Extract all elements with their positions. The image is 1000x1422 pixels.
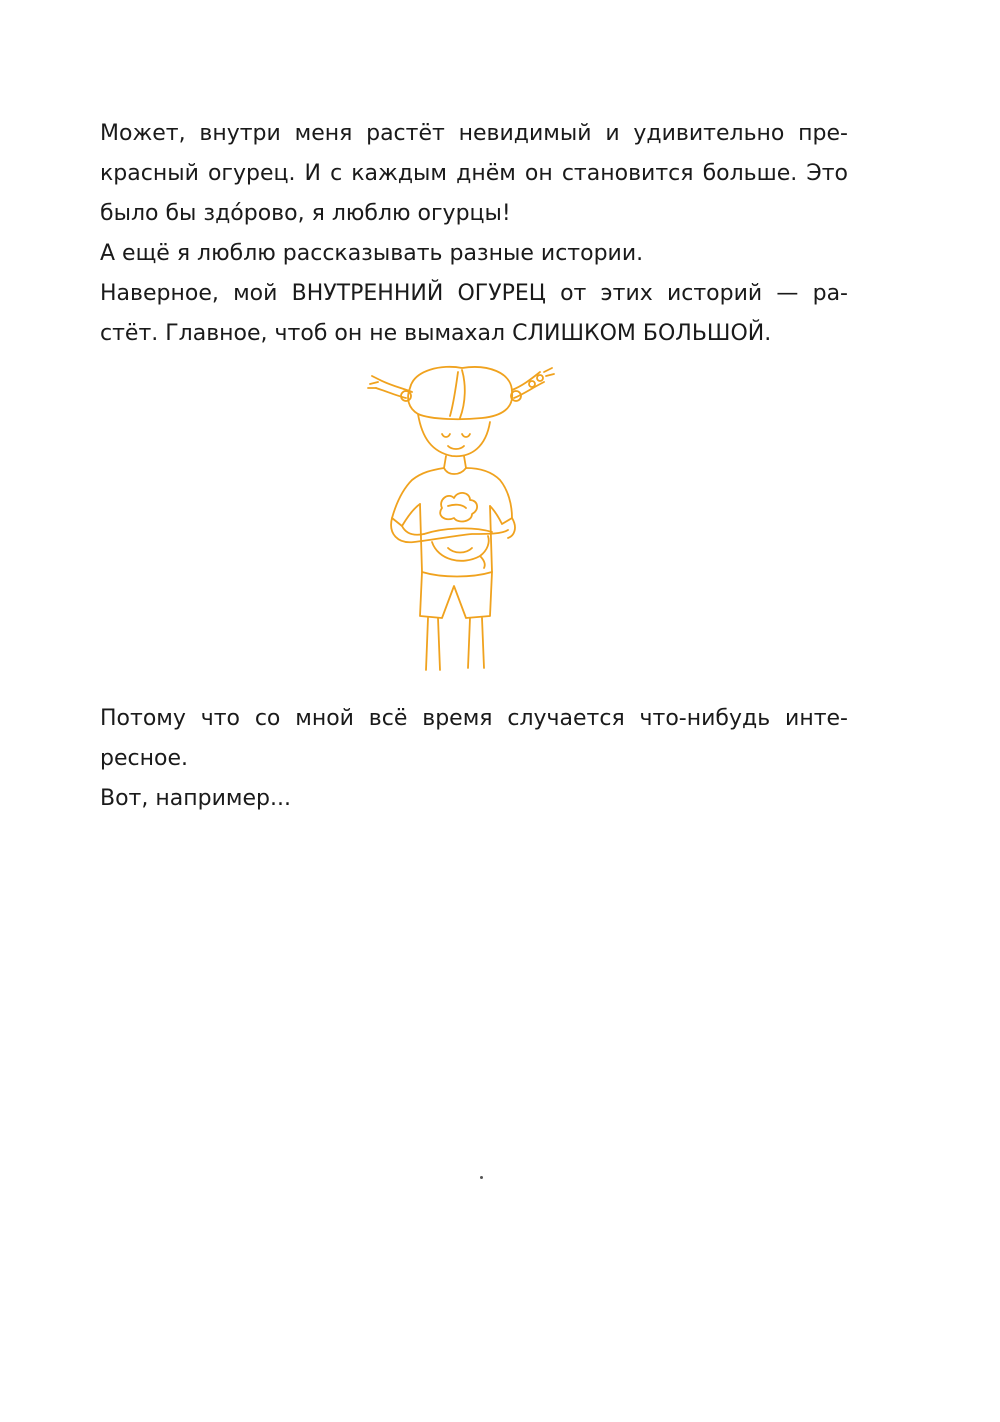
text-line: Наверное, мой ВНУТРЕННИЙ ОГУРЕЦ от этих историй — ра-	[100, 281, 848, 306]
text-line: ресное.	[100, 746, 188, 771]
print-speck	[480, 1176, 483, 1179]
text-line: Может, внутри меня растёт невидимый и удивительно пре-	[100, 121, 848, 146]
text-block-bottom	[100, 699, 848, 819]
girl-with-pigtails-sketch-icon	[362, 358, 562, 674]
text-line: Вот, например...	[100, 786, 291, 811]
text-line: было бы здóрово, я люблю огурцы!	[100, 201, 511, 226]
text-line: А ещё я люблю рассказывать разные истории.	[100, 241, 644, 266]
text-line: Потому что со мной всё время случается что-нибудь инте-	[100, 706, 848, 731]
text-line: красный огурец. И с каждым днём он становится больше. Это	[100, 161, 848, 186]
text-line: стёт. Главное, чтоб он не вымахал СЛИШКОМ БОЛЬШОЙ.	[100, 321, 772, 346]
text-block-top	[100, 114, 848, 354]
